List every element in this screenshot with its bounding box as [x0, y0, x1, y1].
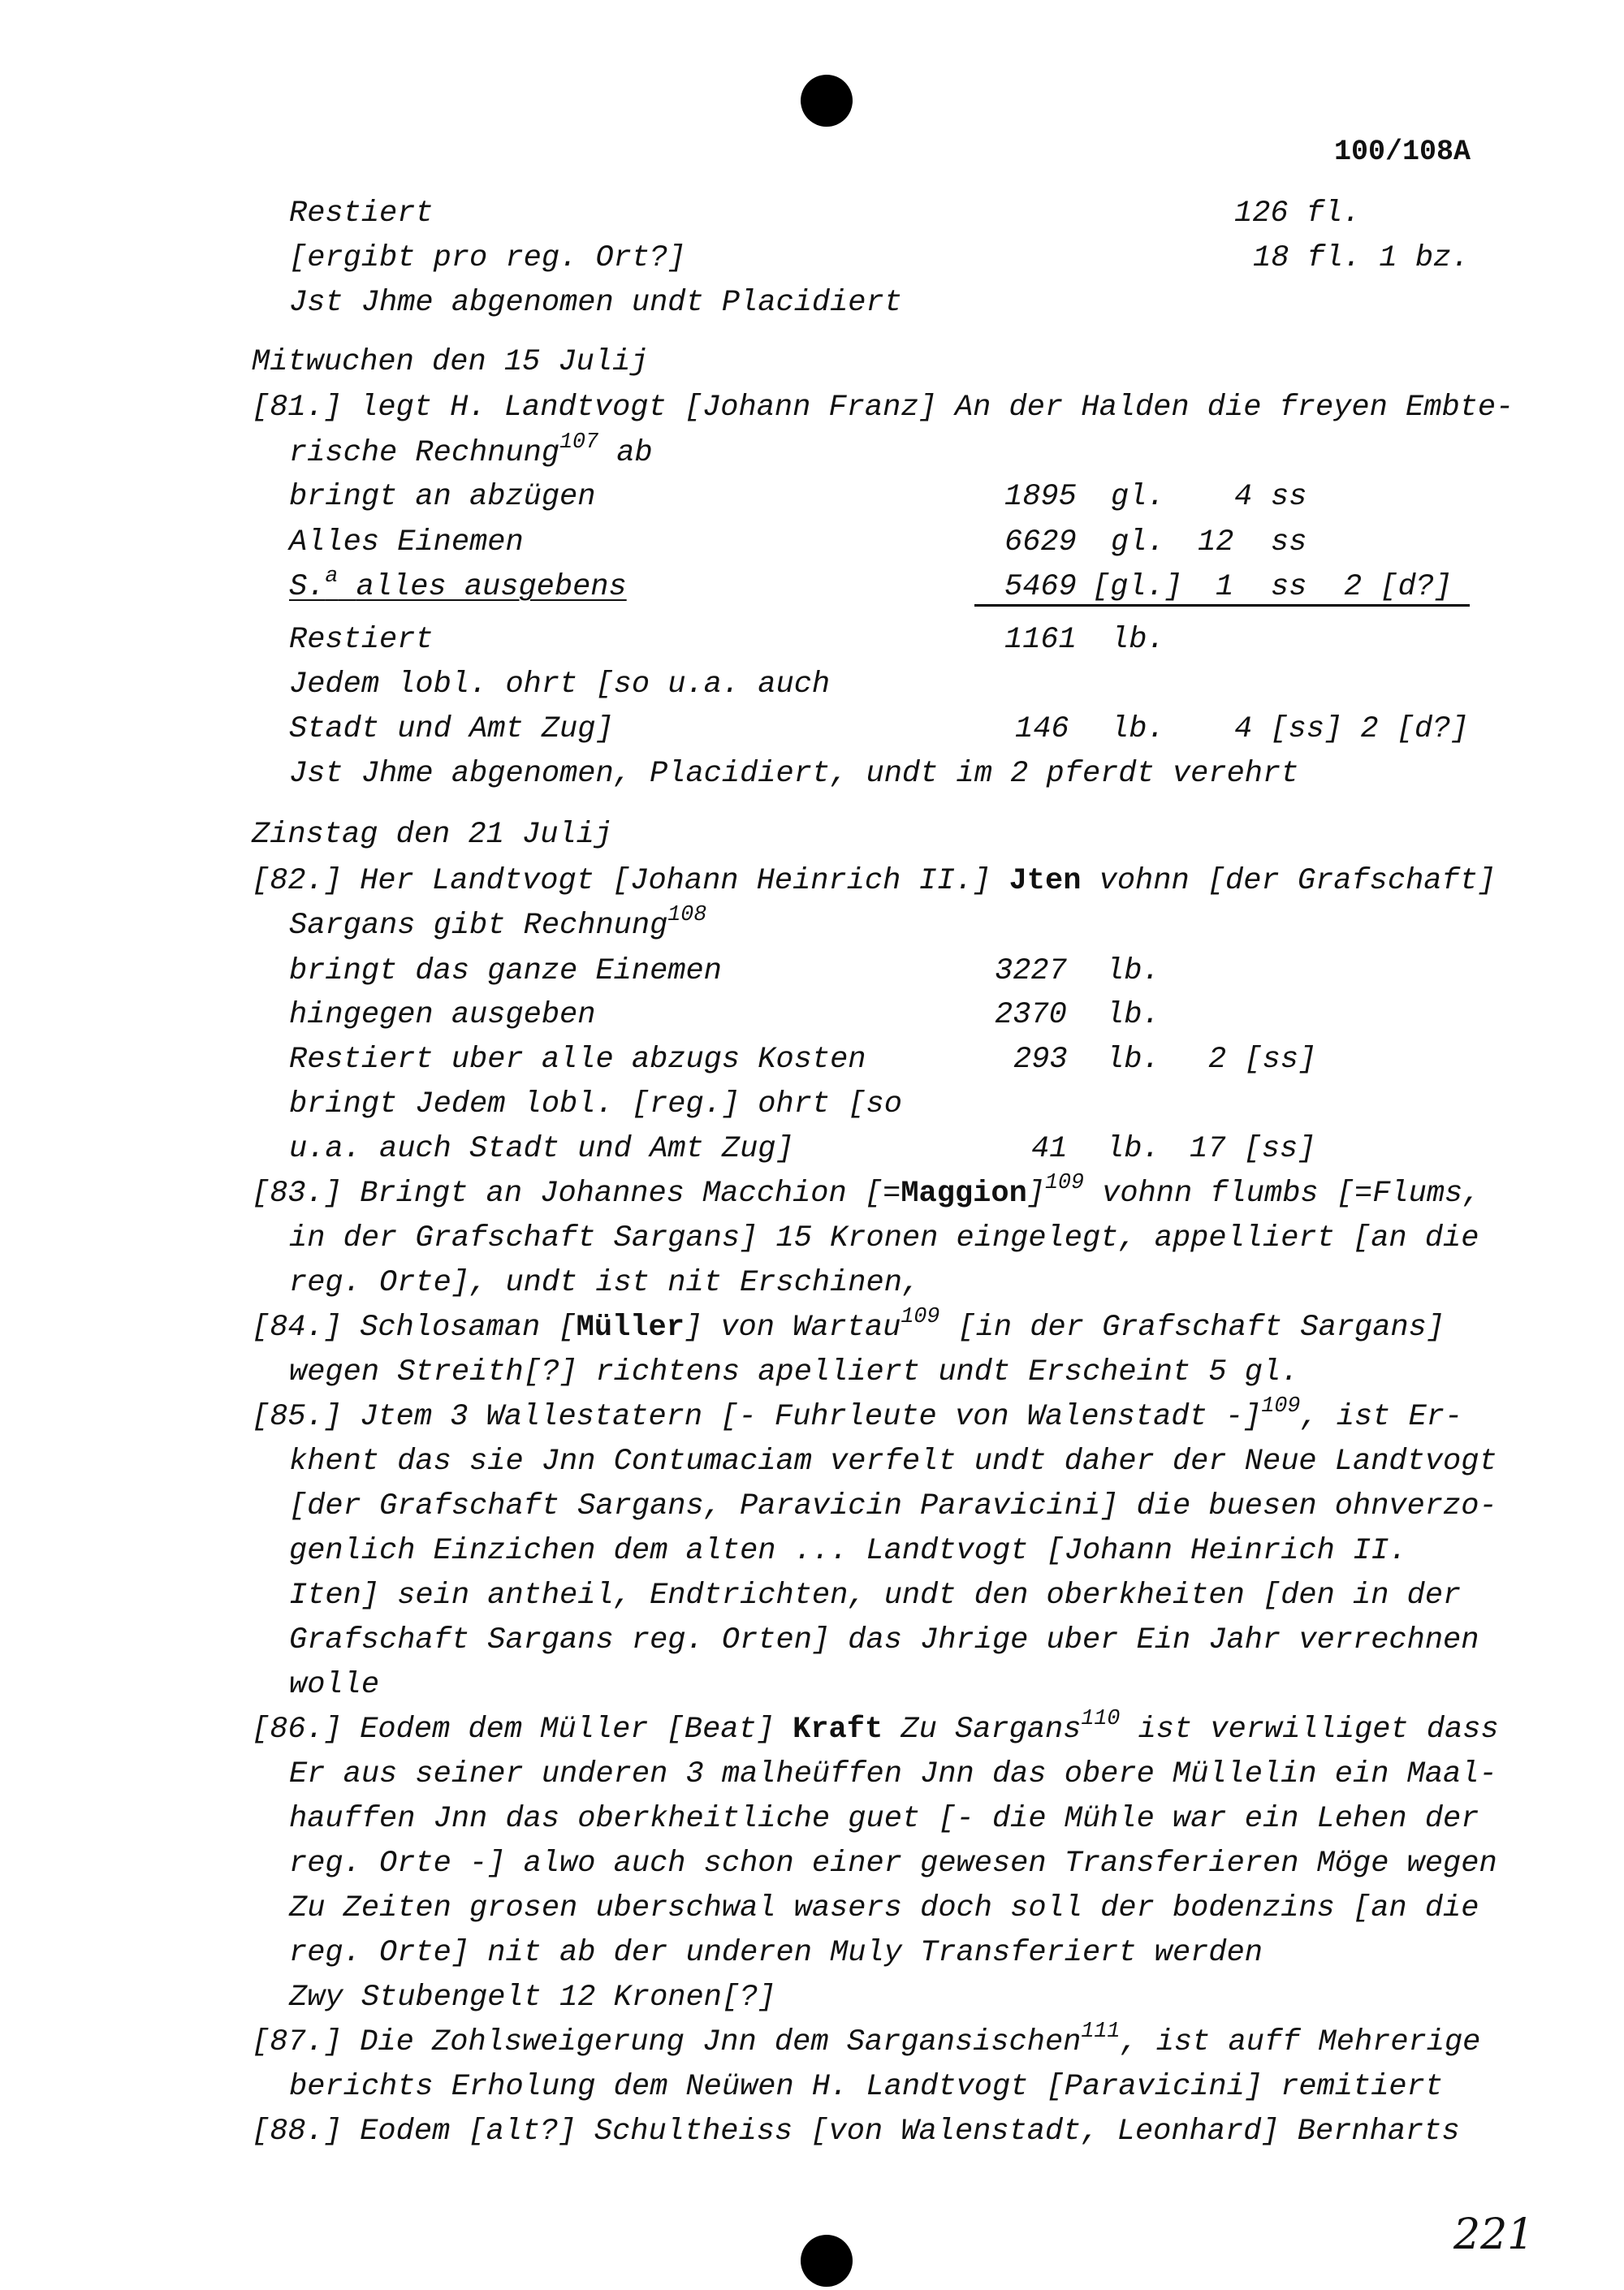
text-fragment: [84.] Schlosaman [	[252, 1311, 577, 1345]
amount-unit: lb.	[1106, 1132, 1160, 1166]
text-fragment: S.	[289, 570, 326, 604]
account-label: u.a. auch Stadt und Amt Zug]	[289, 1132, 794, 1166]
text-fragment: rische Rechnung	[289, 436, 560, 470]
text-fragment: [85.] Jtem 3 Wallestatern [- Fuhrleute von Walenstadt -]	[252, 1400, 1262, 1434]
text-line	[252, 866, 1496, 897]
amount-number: 6629	[1004, 525, 1077, 560]
text-line: [ergibt pro reg. Ort?]	[289, 241, 686, 275]
amount-unit: [gl.]	[1092, 570, 1183, 604]
account-label: Restiert	[289, 623, 434, 657]
text-fragment: [in der Grafschaft Sargans]	[957, 1311, 1445, 1345]
amount: 126 fl.	[1234, 197, 1361, 231]
bold-name: Jten	[1009, 864, 1082, 898]
amount-unit: ss	[1271, 570, 1307, 604]
text-line: Zwy Stubengelt 12 Kronen[?]	[289, 1981, 776, 2015]
date-heading: Mitwuchen den 15 Julij	[252, 345, 649, 379]
amount-number: 293	[1013, 1043, 1068, 1077]
text-fragment: ab	[616, 436, 653, 470]
text-fragment: [83.] Bringt an Johannes Macchion [=	[252, 1177, 901, 1211]
amount-extra: 2 [d?]	[1344, 570, 1453, 604]
amount: 18 fl. 1 bz.	[1253, 241, 1470, 275]
text-fragment: [87.] Die Zohlsweigerung Jnn dem Sargansischen	[252, 2025, 1082, 2059]
text-fragment: vohnn [der Grafschaft]	[1099, 864, 1497, 898]
text-fragment: Sargans gibt Rechnung	[289, 909, 668, 943]
amount-unit: gl.	[1111, 480, 1165, 514]
text-line	[252, 1393, 1463, 1434]
amount-extra: 17 [ss]	[1190, 1132, 1316, 1166]
amount-unit: lb.	[1106, 998, 1160, 1032]
text-line	[252, 1706, 1499, 1747]
amount-number: 1161	[1004, 623, 1077, 657]
text-fragment: vohnn flumbs [=Flums,	[1102, 1177, 1481, 1211]
text-line	[252, 2019, 1481, 2059]
account-label: bringt das ganze Einemen	[289, 954, 722, 988]
text-line: Jst Jhme abgenomen, Placidiert, undt im 2 pferdt verehrt	[289, 757, 1299, 791]
amount-number: 1895	[1004, 480, 1077, 514]
text-line: Jst Jhme abgenomen undt Placidiert	[289, 286, 902, 320]
text-line: hauffen Jnn das oberkheitliche guet [- die Mühle war ein Lehen der	[289, 1802, 1479, 1836]
page-number: 221	[1453, 2210, 1535, 2259]
punch-hole-top	[801, 75, 853, 127]
text-line: reg. Orte] nit ab der underen Muly Transferiert werden	[289, 1936, 1263, 1970]
footnote-ref: 109	[1261, 1393, 1301, 1419]
amount-number: 5469	[1004, 570, 1077, 604]
amount-number: 146	[1015, 712, 1069, 746]
account-label: bringt Jedem lobl. [reg.] ohrt [so	[289, 1087, 902, 1121]
text-line: genlich Einzichen dem alten ... Landtvogt [Johann Heinrich II.	[289, 1534, 1407, 1568]
amount-unit: lb.	[1106, 1043, 1160, 1077]
text-line: Iten] sein antheil, Endtrichten, undt den oberkheiten [den in der	[289, 1579, 1462, 1613]
text-fragment: [82.] Her Landtvogt [Johann Heinrich II.]	[252, 864, 991, 898]
account-label: Jedem lobl. ohrt [so u.a. auch	[289, 668, 831, 702]
footnote-ref: 107	[559, 430, 598, 455]
text-fragment: Zu Sargans	[901, 1713, 1082, 1747]
text-line	[289, 902, 707, 943]
text-line	[289, 430, 653, 470]
text-line	[252, 1170, 1481, 1211]
amount-number: 2370	[995, 998, 1067, 1032]
footnote-ref: 108	[667, 902, 707, 927]
account-label: Stadt und Amt Zug]	[289, 712, 614, 746]
text-fragment: , ist Er-	[1300, 1400, 1463, 1434]
text-line: in der Grafschaft Sargans] 15 Kronen eingelegt, appelliert [an die	[289, 1221, 1479, 1255]
bold-name: Müller	[576, 1311, 685, 1345]
footnote-ref: 110	[1081, 1706, 1121, 1731]
amount-number: 1	[1216, 570, 1234, 604]
text-fragment: alles ausgebens	[356, 570, 627, 604]
text-line: reg. Orte], undt ist nit Erschinen,	[289, 1266, 921, 1300]
text-line: [88.] Eodem [alt?] Schultheiss [von Walenstadt, Leonhard] Bernharts	[252, 2115, 1460, 2149]
text-line: [81.] legt H. Landtvogt [Johann Franz] An der Halden die freyen Embte-	[252, 391, 1514, 425]
amount-unit: ss	[1271, 480, 1307, 514]
date-heading: Zinstag den 21 Julij	[252, 818, 613, 852]
account-label: Alles Einemen	[289, 525, 524, 560]
text-fragment: , ist auff Mehrerige	[1120, 2025, 1481, 2059]
punch-hole-bottom	[801, 2235, 853, 2287]
text-fragment: ist verwilliget dass	[1138, 1713, 1499, 1747]
text-line: Er aus seiner underen 3 malheüffen Jnn das obere Müllelin ein Maal-	[289, 1757, 1497, 1791]
text-line: khent das sie Jnn Contumaciam verfelt undt daher der Neue Landtvogt	[289, 1445, 1497, 1479]
text-fragment: ] von Wartau	[684, 1311, 901, 1345]
amount-extra: 4 [ss] 2 [d?]	[1234, 712, 1469, 746]
account-label: bringt an abzügen	[289, 480, 596, 514]
text-fragment: ]	[1026, 1177, 1045, 1211]
amount-number: 41	[1031, 1132, 1068, 1166]
text-fragment: [86.] Eodem dem Müller [Beat]	[252, 1713, 775, 1747]
bold-name: Maggion	[901, 1177, 1027, 1211]
amount-unit: lb.	[1106, 954, 1160, 988]
text-line: Zu Zeiten grosen uberschwal wasers doch soll der bodenzins [an die	[289, 1891, 1479, 1925]
page-id: 100/108A	[1334, 136, 1471, 168]
sum-rule	[974, 604, 1470, 607]
text-line: reg. Orte -] alwo auch schon einer gewesen Transferieren Möge wegen	[289, 1847, 1497, 1881]
account-label: hingegen ausgeben	[289, 998, 596, 1032]
text-line	[252, 1304, 1445, 1345]
amount-extra: 2 [ss]	[1208, 1043, 1317, 1077]
footnote-ref: 111	[1081, 2019, 1121, 2044]
account-label: Restiert uber alle abzugs Kosten	[289, 1043, 866, 1077]
text-line: Grafschaft Sargans reg. Orten] das Jhrige uber Ein Jahr verrechnen	[289, 1623, 1479, 1657]
footnote-ref: 109	[901, 1304, 940, 1329]
text-line: Restiert	[289, 197, 434, 231]
amount-unit: lb.	[1111, 712, 1165, 746]
footnote-ref: a	[325, 564, 339, 589]
text-line: [der Grafschaft Sargans, Paravicin Paravicini] die buesen ohnverzo-	[289, 1489, 1497, 1523]
text-line: wegen Streith[?] richtens apelliert undt Erscheint 5 gl.	[289, 1355, 1299, 1389]
account-label	[289, 564, 627, 604]
amount-number: 12	[1198, 525, 1234, 560]
amount-unit: gl.	[1111, 525, 1165, 560]
footnote-ref: 109	[1045, 1170, 1084, 1195]
amount-number: 3227	[995, 954, 1067, 988]
bold-name: Kraft	[793, 1713, 883, 1747]
amount-number: 4	[1234, 480, 1253, 514]
amount-unit: lb.	[1111, 623, 1165, 657]
text-line: wolle	[289, 1668, 380, 1702]
amount-unit: ss	[1271, 525, 1307, 560]
text-line: berichts Erholung dem Neüwen H. Landtvogt [Paravicini] remitiert	[289, 2070, 1444, 2104]
